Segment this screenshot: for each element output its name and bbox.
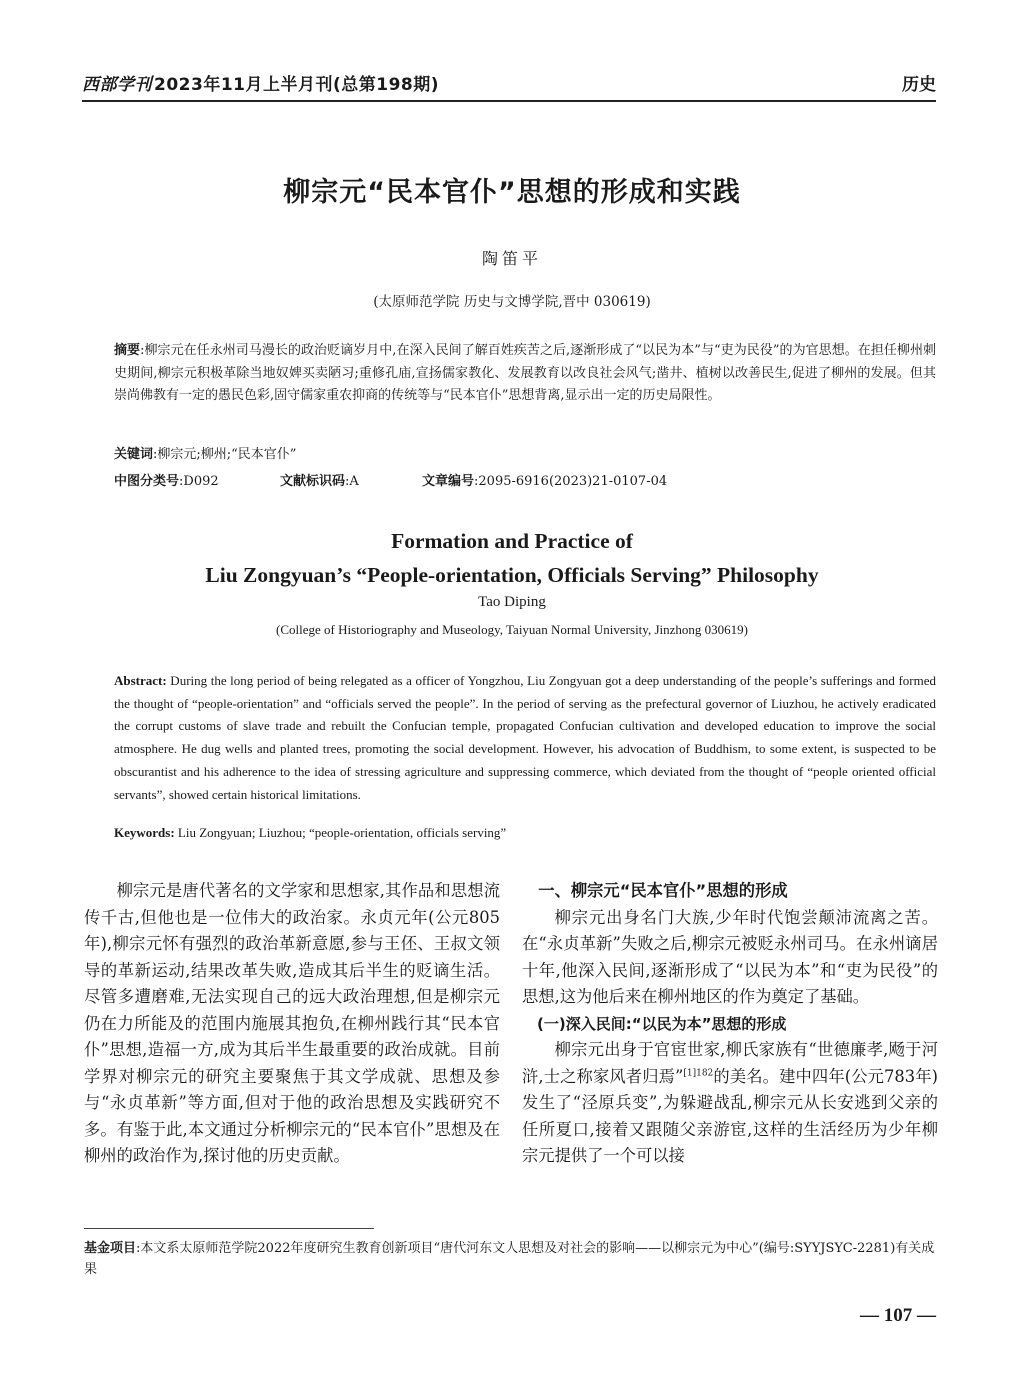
section-1-paragraph: 柳宗元出身名门大族,少年时代饱尝颠沛流离之苦。在“永贞革新”失败之后,柳宗元被贬永州司马。在永州谪居十年,他深入民间,逐渐形成了“以民为本”和“吏为民役”的思想,这为他后来在柳州地区的作为奠定了基础。	[522, 907, 938, 1006]
author-chinese: 陶笛平	[481, 249, 542, 268]
paragraph-text-b: 的美名。建中四年(公元783年)发生了“泾原兵变”,为躲避战乱,柳宗元从长安逃到父亲的任所夏口,接着又跟随父亲游宦,这样的生活经历为少年柳宗元提供了一个可以接	[522, 1066, 939, 1165]
affiliation-english: (College of Historiography and Museology, Taiyuan Normal University, Jinzhong 030619)	[276, 622, 748, 637]
journal-issue	[82, 70, 439, 95]
subsection-1-paragraph	[522, 1037, 938, 1170]
funding-text: :本文系太原师范学院2022年度研究生教育创新项目“唐代河东文人思想及对社会的影响——以柳宗元为中心”(编号:SYYJSYC-2281)有关成果	[84, 1241, 935, 1277]
journal-logo: 西部学刊	[82, 75, 152, 95]
abstract-label-en: Abstract:	[114, 673, 167, 688]
keywords-english	[114, 825, 936, 841]
title-english-line1: Formation and Practice of	[391, 529, 633, 553]
title-english	[0, 524, 1024, 592]
clc-label: 中图分类号	[114, 474, 180, 489]
funding-label: 基金项目	[84, 1241, 137, 1256]
keywords-label-en: Keywords:	[114, 825, 175, 840]
keywords-chinese	[114, 443, 936, 462]
author-english: Tao Diping	[478, 594, 546, 610]
keywords-text-cn: :柳宗元;柳州;“民本官仆”	[153, 447, 297, 462]
article-value: :2095-6916(2023)21-0107-04	[474, 474, 668, 489]
keywords-label-cn: 关键词	[114, 447, 154, 462]
doc-label: 文献标识码	[280, 474, 346, 489]
clc-number	[114, 470, 219, 489]
citation-marker: [1]182	[683, 1068, 714, 1079]
section-name: 历史	[902, 75, 936, 95]
body-column-right	[522, 878, 938, 1170]
funding-footnote	[84, 1238, 936, 1280]
page-number: — 107 —	[860, 1305, 936, 1326]
issue-info: 2023年11月上半月刊(总第198期)	[154, 75, 439, 95]
footnote-rule	[84, 1228, 374, 1229]
header-rule	[82, 100, 936, 102]
abstract-label-cn: 摘要	[114, 343, 141, 358]
intro-paragraph: 柳宗元是唐代著名的文学家和思想家,其作品和思想流传千古,但他也是一位伟大的政治家。永贞元年(公元805年),柳宗元怀有强烈的政治革新意愿,参与王伾、王叔文领导的革新运动,结果改革失败,造成其后半生的贬谪生活。尽管多遭磨难,无法实现自己的远大政治理想,但是柳宗元仍在力所能及的范围内施展其抱负,在柳州践行其“民本官仆”思想,造福一方,成为其后半生最重要的政治成就。目前学界对柳宗元的研究主要聚焦于其文学成就、思想及参与“永贞革新”等方面,但对于他的政治思想及实践研究不多。有鉴于此,本文通过分析柳宗元的“民本官仆”思想及在柳州的政治作为,探讨他的历史贡献。	[84, 881, 500, 1165]
abstract-english	[114, 670, 936, 806]
article-label: 文章编号	[422, 474, 475, 489]
doc-value: :A	[345, 474, 359, 489]
abstract-chinese	[114, 340, 936, 408]
section-heading-1: 一、柳宗元“民本官仆”思想的形成	[538, 881, 788, 900]
article-number	[422, 470, 667, 489]
body-column-left	[84, 878, 500, 1170]
document-code	[280, 470, 359, 489]
affiliation-chinese: (太原师范学院 历史与文博学院,晋中 030619)	[373, 294, 651, 310]
abstract-text-en: During the long period of being relegated as a officer of Yongzhou, Liu Zongyuan got a deep understanding of the people’s sufferings and formed the thought of “people-orientation” and “officials served the people”. In the period of serving as the prefectural governor of Liuzhou, he actively eradicated the corrupt customs of slave trade and rebuilt the Confucian temple, propagated Confucian cultivation and developed education to improve the social atmosphere. He dug wells and planted trees, promoting the social development. However, his advocation of Buddhism, to some extent, is suspected to be obscurantist and his adherence to the idea of stressing agriculture and suppressing commerce, which deviated from the thought of “people oriented official servants”, showed certain historical limitations.	[114, 673, 936, 802]
title-english-line2: Liu Zongyuan’s “People-orientation, Officials Serving” Philosophy	[205, 563, 819, 587]
running-header	[82, 70, 936, 100]
paragraph-text-a: 柳宗元出身于官宦世家,柳氏家族有“世德廉孝,飏于河浒,士之称家风者归焉”	[522, 1040, 938, 1086]
keywords-text-en: Liu Zongyuan; Liuzhou; “people-orientation, officials serving”	[174, 825, 507, 840]
title-chinese: 柳宗元“民本官仆”思想的形成和实践	[283, 177, 741, 208]
subsection-heading-1: (一)深入民间:“以民为本”思想的形成	[537, 1014, 787, 1033]
clc-value: :D092	[179, 474, 219, 489]
abstract-text-cn: :柳宗元在任永州司马漫长的政治贬谪岁月中,在深入民间了解百姓疾苦之后,逐渐形成了“以民为本”与“吏为民役”的为官思想。在担任柳州刺史期间,柳宗元积极革除当地奴婢买卖陋习;重修孔庙,宣扬儒家教化、发展教育以改良社会风气;凿井、植树以改善民生,促进了柳州的发展。但其崇尚佛教有一定的愚民色彩,固守儒家重农抑商的传统等与“民本官仆”思想背离,显示出一定的历史局限性。	[114, 343, 936, 403]
